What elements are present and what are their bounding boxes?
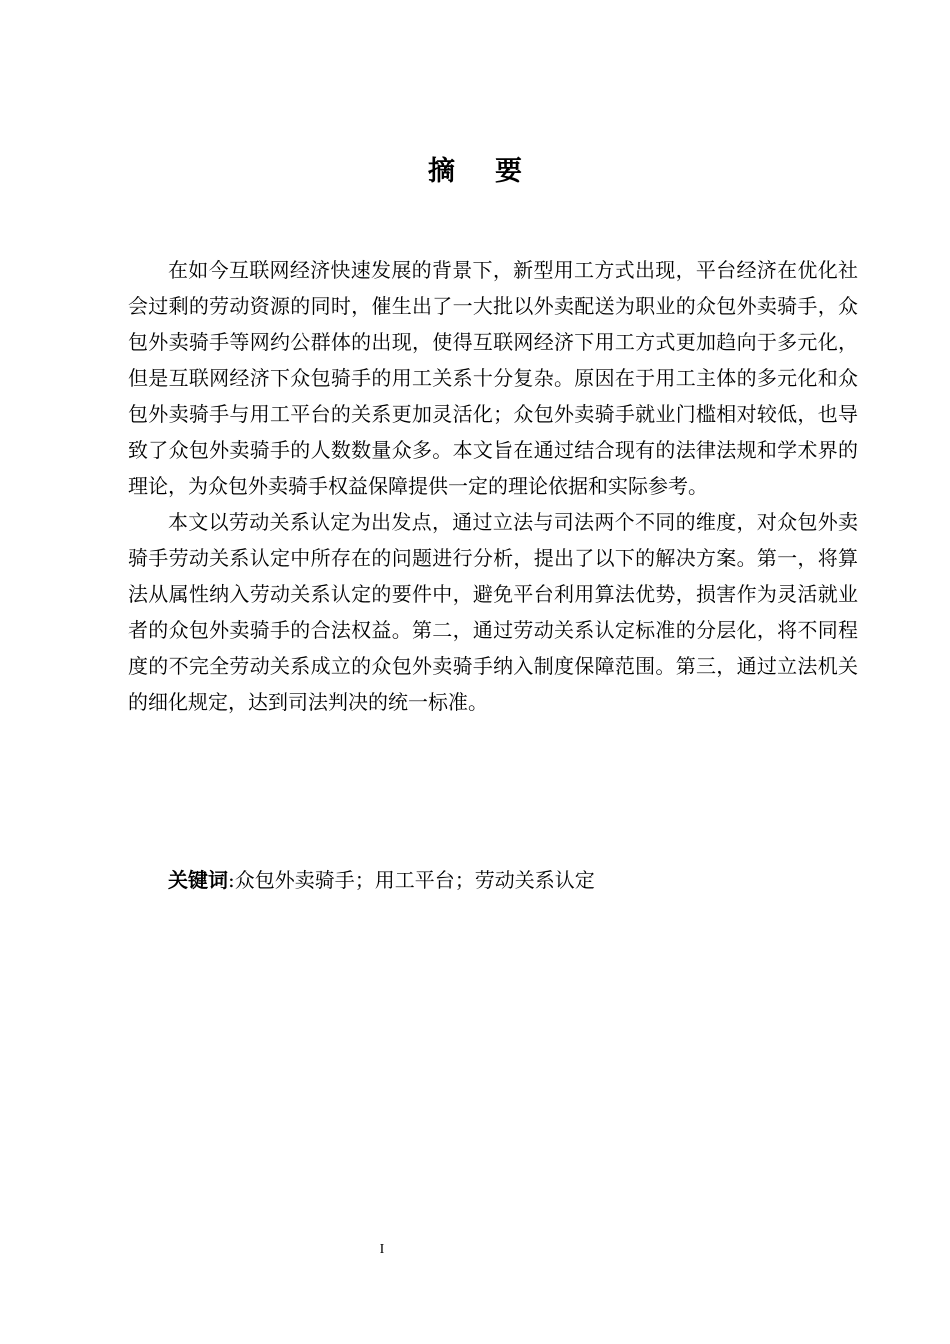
- page-number: I: [379, 1242, 385, 1257]
- keywords-separator: :: [228, 868, 235, 892]
- keywords-label: 关键词: [168, 868, 228, 892]
- keywords-line: [168, 862, 858, 898]
- page-title: 摘要: [428, 156, 562, 187]
- abstract-paragraph-2: 本文以劳动关系认定为出发点，通过立法与司法两个不同的维度，对众包外卖骑手劳动关系认定中所存在的问题进行分析，提出了以下的解决方案。第一，将算法从属性纳入劳动关系认定的要件中，避免平台利用算法优势，损害作为灵活就业者的众包外卖骑手的合法权益。第二，通过劳动关系认定标准的分层化，将不同程度的不完全劳动关系成立的众包外卖骑手纳入制度保障范围。第三，通过立法机关的细化规定，达到司法判决的统一标准。: [128, 510, 858, 714]
- keywords-value: 众包外卖骑手；用工平台；劳动关系认定: [234, 868, 595, 892]
- abstract-body: [128, 252, 858, 720]
- abstract-paragraph-1: 在如今互联网经济快速发展的背景下，新型用工方式出现，平台经济在优化社会过剩的劳动资源的同时，催生出了一大批以外卖配送为职业的众包外卖骑手，众包外卖骑手等网约公群体的出现，使得互联网经济下用工方式更加趋向于多元化，但是互联网经济下众包骑手的用工关系十分复杂。原因在于用工主体的多元化和众包外卖骑手与用工平台的关系更加灵活化；众包外卖骑手就业门槛相对较低，也导致了众包外卖骑手的人数数量众多。本文旨在通过结合现有的法律法规和学术界的理论，为众包外卖骑手权益保障提供一定的理论依据和实际参考。: [128, 258, 858, 498]
